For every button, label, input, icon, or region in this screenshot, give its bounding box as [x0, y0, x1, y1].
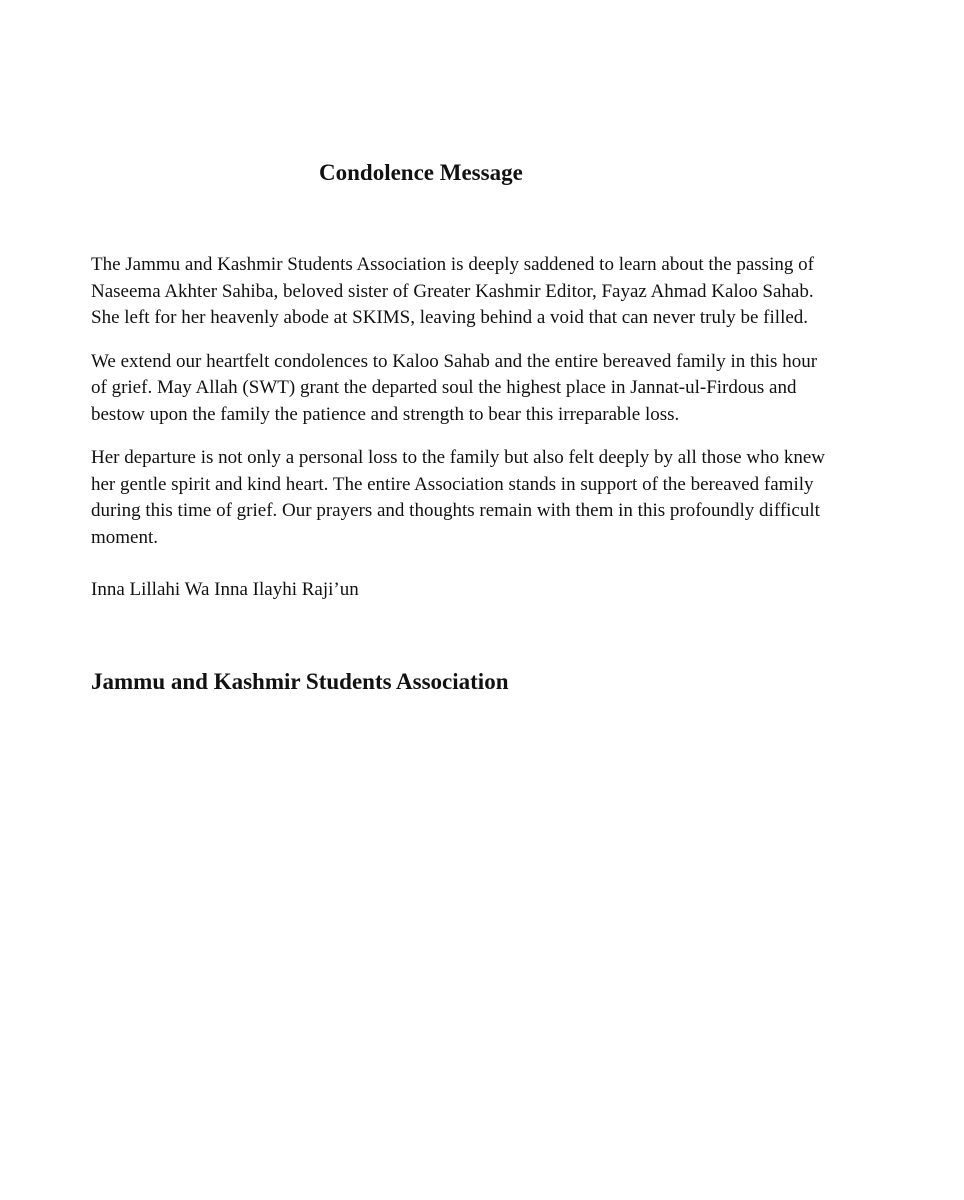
signature: Jammu and Kashmir Students Association: [91, 669, 509, 694]
paragraph-line: her gentle spirit and kind heart. The entire Association stands in support of the bereaved family: [91, 473, 814, 495]
paragraph-line: Her departure is not only a personal loss to the family but also felt deeply by all those who knew: [91, 447, 825, 468]
paragraph-1: [91, 252, 901, 332]
paragraph-line: during this time of grief. Our prayers and thoughts remain with them in this profoundly difficult: [91, 500, 820, 521]
paragraph-line: She left for her heavenly abode at SKIMS, leaving behind a void that can never truly be filled.: [91, 307, 809, 328]
paragraph-3: [91, 445, 901, 551]
document-title: Condolence Message: [319, 160, 523, 185]
paragraph-line: moment.: [91, 526, 159, 548]
paragraph-line: We extend our heartfelt condolences to Kaloo Sahab and the entire bereaved family in this hour: [91, 350, 818, 372]
paragraph-line: The Jammu and Kashmir Students Association is deeply saddened to learn about the passing of: [91, 254, 814, 275]
closing-prayer: Inna Lillahi Wa Inna Ilayhi Raji’un: [91, 579, 359, 600]
paragraph-line: of grief. May Allah (SWT) grant the departed soul the highest place in Jannat-ul-Firdous and: [91, 377, 797, 398]
message-body: [91, 252, 901, 568]
paragraph-line: Naseema Akhter Sahiba, beloved sister of Greater Kashmir Editor, Fayaz Ahmad Kaloo Sahab.: [91, 280, 814, 302]
paragraph-line: bestow upon the family the patience and strength to bear this irreparable loss.: [91, 403, 680, 425]
paragraph-2: [91, 349, 901, 429]
